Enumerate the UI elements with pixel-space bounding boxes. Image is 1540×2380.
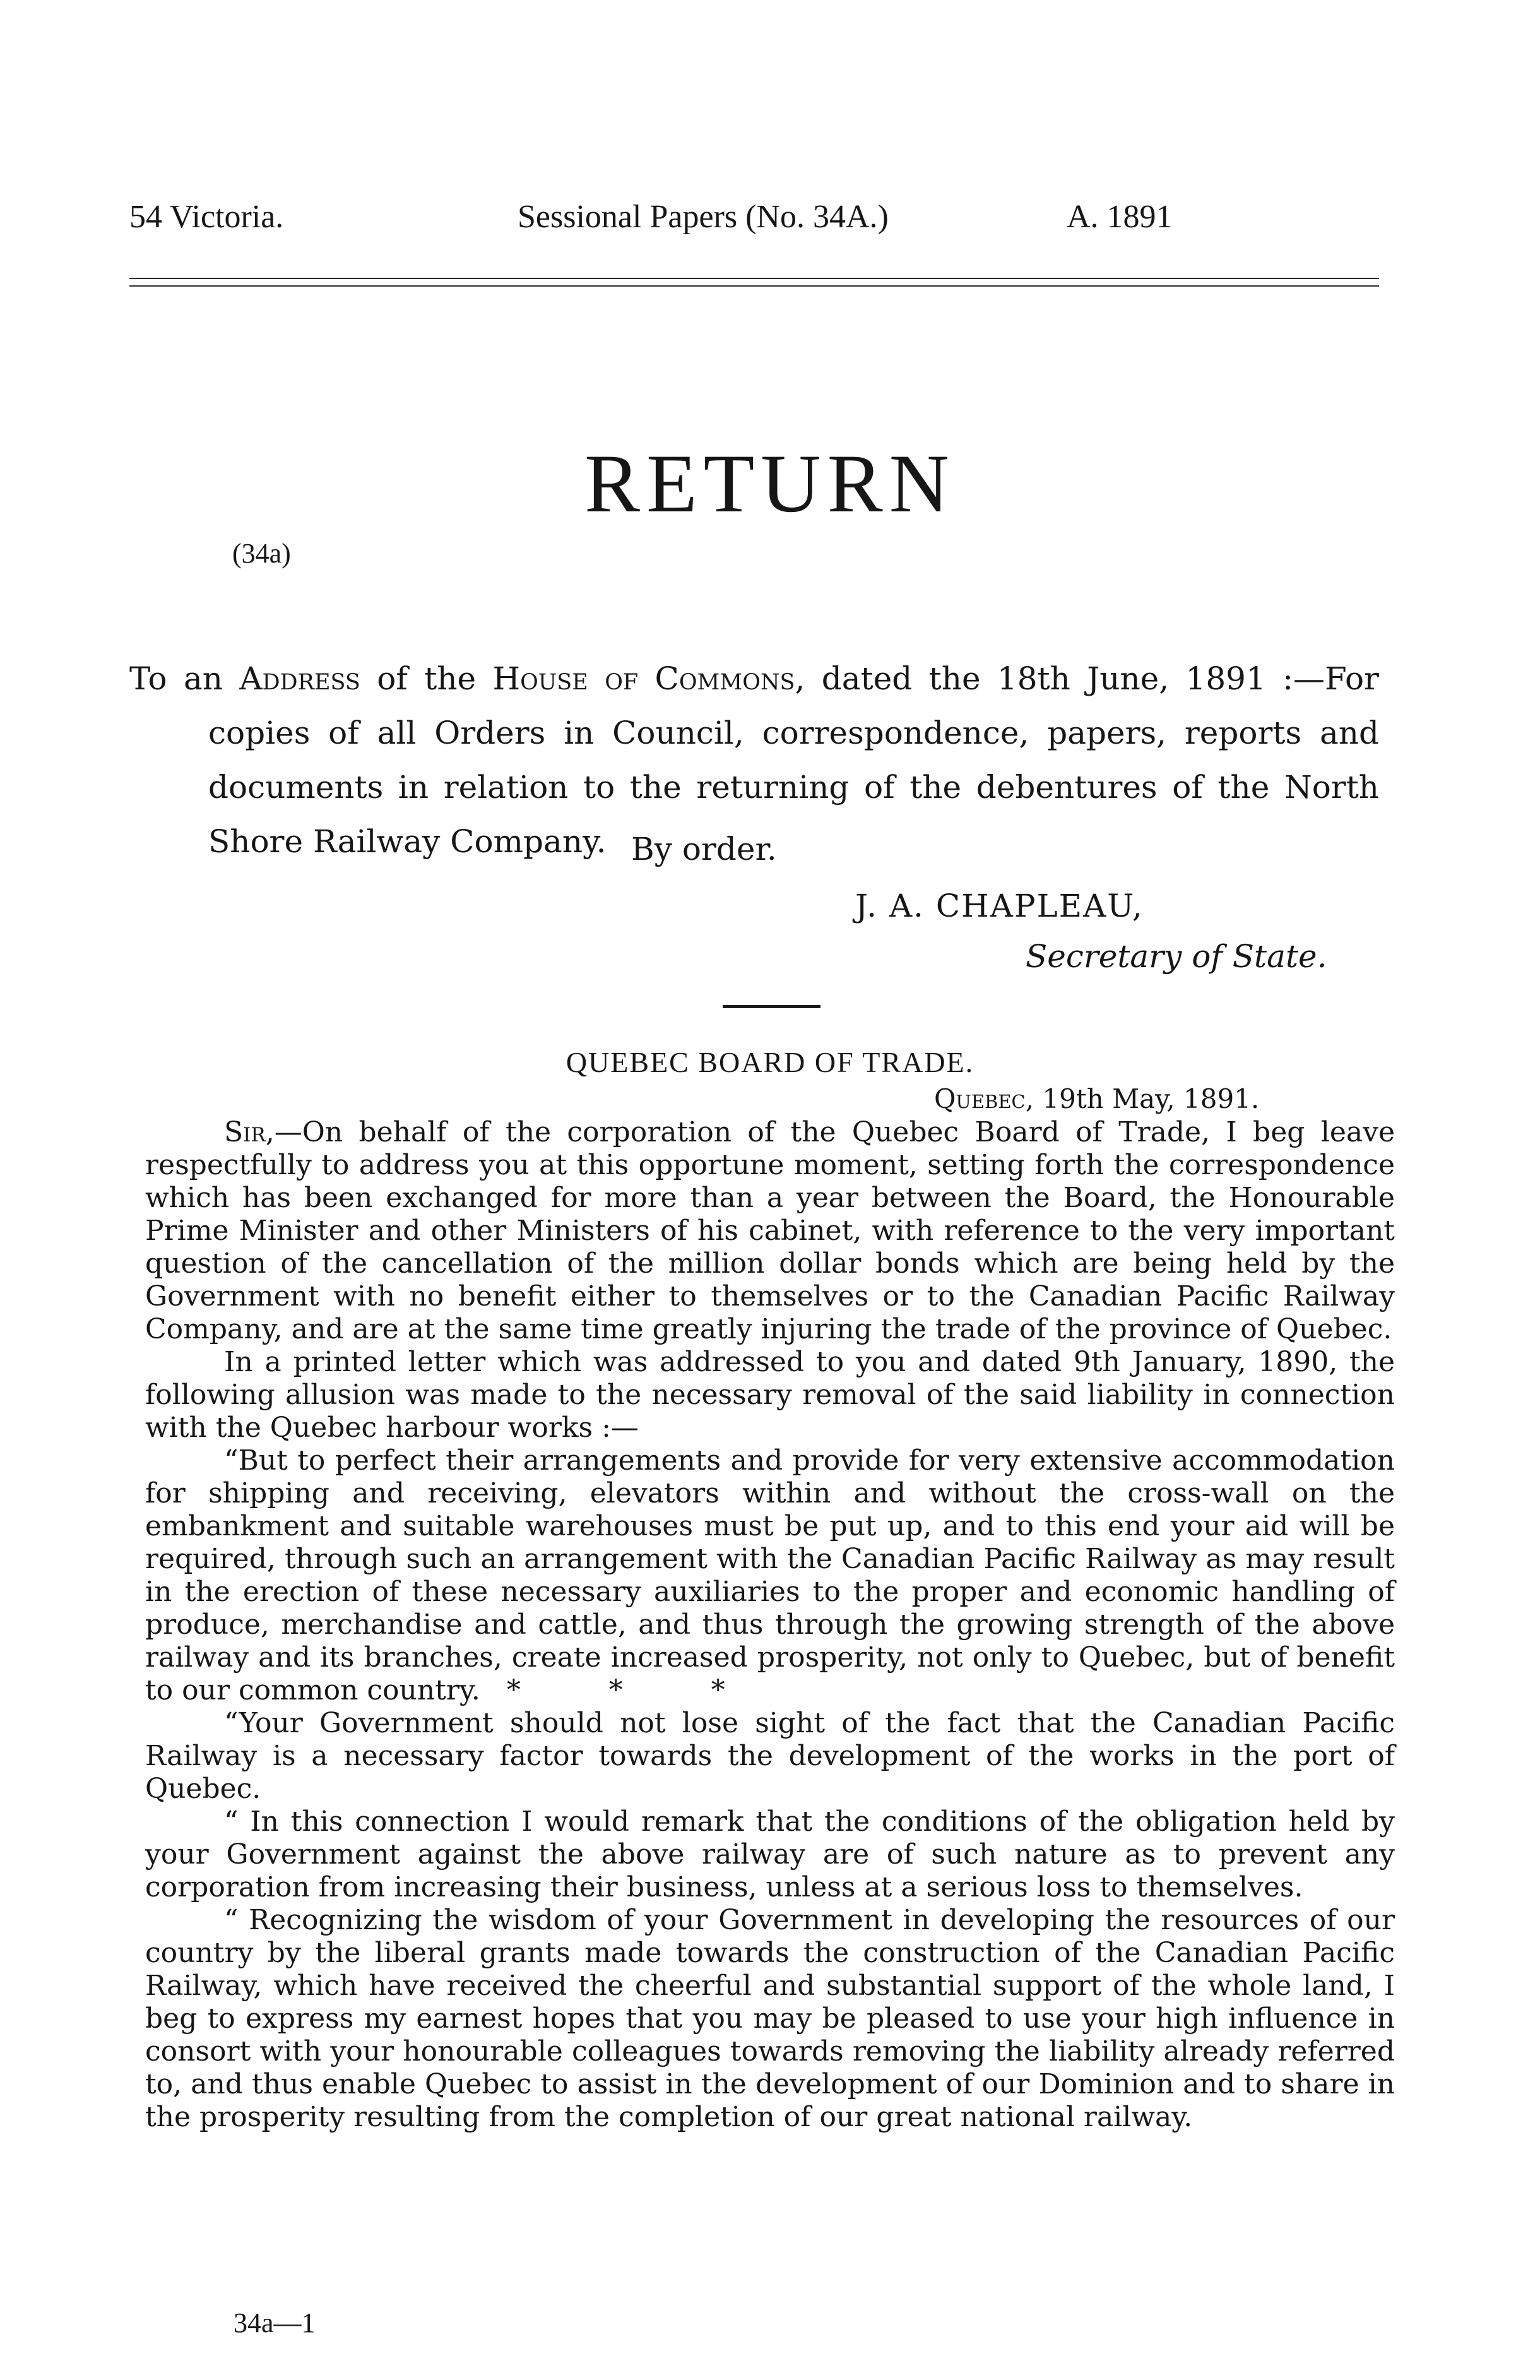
letter-paragraph-3-text: “But to perfect their arrangements and provide for very extensive accommodation for shipping and receiving, elevators within and without the cross-wall on the embankment and suitable warehouses must be put up, and to this end your aid will be required, through such an arrangement with the Canadian Pacific Railway as may result in the erection of these necessary auxiliaries to the proper and economic handling of produce, merchandise and cattle, and thus through the growing strength of the above railway and its branches, create increased prosperity, not only to Quebec, but of benefit to our common country. xyxy=(145,1444,1395,1706)
address-rest: , dated the 18th June, 1891 :—For copies of all Orders in Council, correspondence, papers, reports and documents in relation to the returning of the debentures of the North Shore Railway Company. xyxy=(208,660,1379,860)
salutation: Sir xyxy=(224,1116,266,1148)
letter-paragraph-4: “Your Government should not lose sight of the fact that the Canadian Pacific Railway is a necessary factor towards the development of the works in the port of Quebec. xyxy=(145,1707,1395,1805)
board-heading: QUEBEC BOARD OF TRADE. xyxy=(566,1046,974,1078)
letter-paragraph-1 xyxy=(145,1116,1395,1346)
signer-title: Secretary of State. xyxy=(1026,938,1327,975)
dateline-place: Quebec xyxy=(934,1083,1026,1114)
paper-code: (34a) xyxy=(232,538,291,569)
header-rule-bottom xyxy=(129,285,1379,287)
letter-paragraph-3 xyxy=(145,1444,1395,1707)
page-signature: 34a—1 xyxy=(234,2307,316,2338)
letter-body xyxy=(145,1116,1395,2134)
header-series: Sessional Papers (No. 34A.) xyxy=(518,199,889,235)
address-word: Address xyxy=(239,660,360,697)
header-year: A. 1891 xyxy=(1067,199,1173,235)
omission-stars: * * * xyxy=(480,1674,725,1706)
address-of-the: of the xyxy=(377,660,477,697)
letter-paragraph-2: In a printed letter which was addressed to you and dated 9th January, 1890, the following allusion was made to the necessary removal of the said liability in connection with the Quebec harbour works :— xyxy=(145,1346,1395,1444)
dateline xyxy=(934,1083,1260,1114)
letter-paragraph-5: “ In this connection I would remark that the conditions of the obligation held by your Government against the above railway are of such nature as to prevent any corporation from increasing their business, unless at a serious loss to themselves. xyxy=(145,1806,1395,1903)
house-of-commons: House of Commons xyxy=(492,660,795,697)
letter-paragraph-1-text: ,—On behalf of the corporation of the Quebec Board of Trade, I beg leave respectfully to address you at this opportune moment, setting forth the correspondence which has been exchanged for more than a year between the Board, the Honourable Prime Minister and other Ministers of his cabinet, with reference to the very important question of the cancellation of the million dollar bonds which are being held by the Government with no benefit either to themselves or to the Canadian Pacific Railway Company, and are at the same time greatly injuring the trade of the province of Quebec. xyxy=(145,1116,1395,1345)
signer-name: J. A. CHAPLEAU, xyxy=(855,888,1144,924)
header-volume: 54 Victoria. xyxy=(129,199,284,235)
header-rule-top xyxy=(129,278,1379,279)
document-title: RETURN xyxy=(584,437,956,530)
address-lead: To an xyxy=(129,660,223,697)
letter-paragraph-6: “ Recognizing the wisdom of your Government in developing the resources of our country by the liberal grants made towards the construction of the Canadian Pacific Railway, which have received the cheerful and substantial support of the whole land, I beg to express my earnest hopes that you may be pleased to use your high influence in consort with your honourable colleagues towards removing the liability already referred to, and thus enable Quebec to assist in the development of our Dominion and to share in the prosperity resulting from the completion of our great national railway. xyxy=(145,1904,1395,2133)
dateline-date: , 19th May, 1891. xyxy=(1025,1083,1260,1114)
by-order: By order. xyxy=(631,831,777,867)
section-divider xyxy=(723,1005,820,1008)
